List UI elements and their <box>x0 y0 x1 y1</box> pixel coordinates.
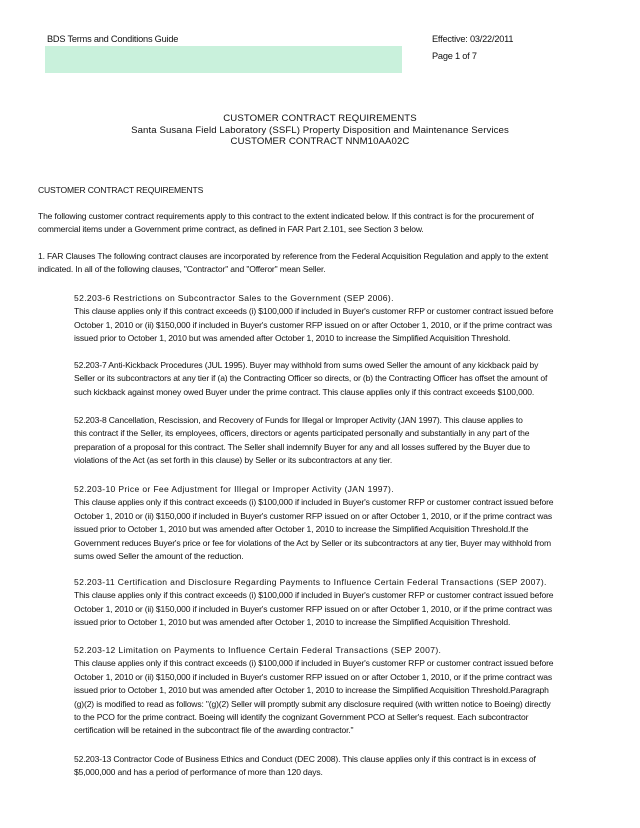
clause-line: to the PCO for the prime contract. Boeing will identify the cognizant Government PCO at Seller's request. Each subcontractor <box>74 712 529 723</box>
clause-title: 52.203-6 Restrictions on Subcontractor Sales to the Government (SEP 2006). <box>74 293 394 303</box>
document-title <box>0 113 640 148</box>
clause-52-203-10 <box>74 483 589 563</box>
title-line-1: CUSTOMER CONTRACT REQUIREMENTS <box>223 113 417 124</box>
clause-line: This clause applies only if this contract exceeds (i) $100,000 if included in Buyer's customer RFP or customer contract issued before <box>74 658 554 669</box>
clause-line: This clause applies only if this contract exceeds (i) $100,000 if included in Buyer's customer RFP or customer contract issued before <box>74 590 554 601</box>
clause-line: sums owed Seller the amount of the reduction. <box>74 551 244 562</box>
clause-line: Seller or its subcontractors at any tier if (a) the Contracting Officer so directs, or (b) the Contracting Officer has offset the amount of <box>74 373 548 384</box>
clause-line: violations of the Act (as set forth in this clause) by Seller or its subcontractors at any tier. <box>74 455 393 466</box>
far-line: 1. FAR Clauses The following contract clauses are incorporated by reference from the Federal Acquisition Regulation and apply to the extent <box>38 251 549 261</box>
clause-52-203-6 <box>74 292 589 346</box>
intro-line: The following customer contract requirements apply to this contract to the extent indicated below. If this contract is for the procurement of <box>38 211 534 221</box>
clause-title: 52.203-12 Limitation on Payments to Influence Certain Federal Transactions (SEP 2007). <box>74 645 442 655</box>
clause-line: issued prior to October 1, 2010 but was amended after October 1, 2010 to increase the Simplified Acquisition Threshold. <box>74 617 511 628</box>
clause-title: 52.203-11 Certification and Disclosure Regarding Payments to Influence Certain Federal Transactions (SEP 2007). <box>74 577 547 587</box>
title-line-3: CUSTOMER CONTRACT NNM10AA02C <box>230 136 410 148</box>
clause-line: (g)(2) is modified to read as follows: "(g)(2) Seller will promptly submit any disclosure required (with written notice to Boeing) directly <box>74 698 551 709</box>
clause-line: issued prior to October 1, 2010 but was amended after October 1, 2010 to increase the Simplified Acquisition Threshold.Paragraph <box>74 685 549 696</box>
clause-line: October 1, 2010 or (ii) $150,000 if included in Buyer's customer RFP issued on or after October 1, 2010, or if the prime contract was <box>74 510 552 521</box>
clause-line: such kickback against money owed Buyer under the prime contract. This clause applies only if this contract exceeds $100,000. <box>74 386 535 397</box>
clause-line: Government reduces Buyer's price or fee for violations of the Act by Seller or its subcontractors at any tier, Buyer may withhold from <box>74 537 551 548</box>
clause-52-203-7 <box>74 359 589 399</box>
page-number: Page 1 of 7 <box>432 51 477 61</box>
title-line-2: Santa Susana Field Laboratory (SSFL) Property Disposition and Maintenance Services <box>131 124 509 136</box>
clause-line: This clause applies only if this contract exceeds (i) $100,000 if included in Buyer's customer RFP or customer contract issued before <box>74 306 554 317</box>
clause-line: 52.203-8 Cancellation, Rescission, and Recovery of Funds for Illegal or Improper Activity (JAN 1997). This clause applies to <box>74 415 523 425</box>
clause-line: issued prior to October 1, 2010 but was amended after October 1, 2010 to increase the Simplified Acquisition Threshold.If the <box>74 524 529 535</box>
header-highlight-band <box>45 46 402 73</box>
clause-line: preparation of a proposal for this contract. The Seller shall indemnify Buyer for any and all losses suffered by the Buyer due to <box>74 441 530 452</box>
clause-line: issued prior to October 1, 2010 but was amended after October 1, 2010 to increase the Simplified Acquisition Threshold. <box>74 333 511 344</box>
clause-line: $5,000,000 and has a period of performance of more than 120 days. <box>74 767 323 778</box>
clause-52-203-13 <box>74 753 589 780</box>
clause-line: October 1, 2010 or (ii) $150,000 if included in Buyer's customer RFP issued on or after October 1, 2010, or if the prime contract was <box>74 603 552 614</box>
clause-line: 52.203-7 Anti-Kickback Procedures (JUL 1995). Buyer may withhold from sums owed Seller the amount of any kickback paid by <box>74 360 539 370</box>
clause-line: 52.203-13 Contractor Code of Business Ethics and Conduct (DEC 2008). This clause applies only if this contract is in excess of <box>74 754 536 764</box>
far-line: indicated. In all of the following clauses, "Contractor" and "Offeror" mean Seller. <box>38 264 326 275</box>
clause-line: certification will be retained in the subcontract file of the awarding contractor." <box>74 725 354 736</box>
clause-line: This clause applies only if this contract exceeds (i) $100,000 if included in Buyer's customer RFP or customer contract issued before <box>74 497 554 508</box>
intro-line: commercial items under a Government prime contract, as defined in FAR Part 2.101, see Section 3 below. <box>38 224 424 235</box>
section-heading: CUSTOMER CONTRACT REQUIREMENTS <box>38 185 204 195</box>
clause-52-203-8 <box>74 414 589 468</box>
clause-52-203-11 <box>74 576 589 630</box>
clause-line: October 1, 2010 or (ii) $150,000 if included in Buyer's customer RFP issued on or after October 1, 2010, or if the prime contract was <box>74 671 552 682</box>
clause-line: this contract if the Seller, its employees, officers, directors or agents participated personally and substantially in any part of the <box>74 428 530 439</box>
far-clauses-paragraph <box>38 250 586 277</box>
clause-52-203-12 <box>74 644 589 738</box>
document-header-title: BDS Terms and Conditions Guide <box>47 34 179 44</box>
clause-line: October 1, 2010 or (ii) $150,000 if included in Buyer's customer RFP issued on or after October 1, 2010, or if the prime contract was <box>74 319 552 330</box>
intro-paragraph <box>38 210 586 237</box>
clause-title: 52.203-10 Price or Fee Adjustment for Illegal or Improper Activity (JAN 1997). <box>74 484 394 494</box>
effective-date: Effective: 03/22/2011 <box>432 34 514 44</box>
